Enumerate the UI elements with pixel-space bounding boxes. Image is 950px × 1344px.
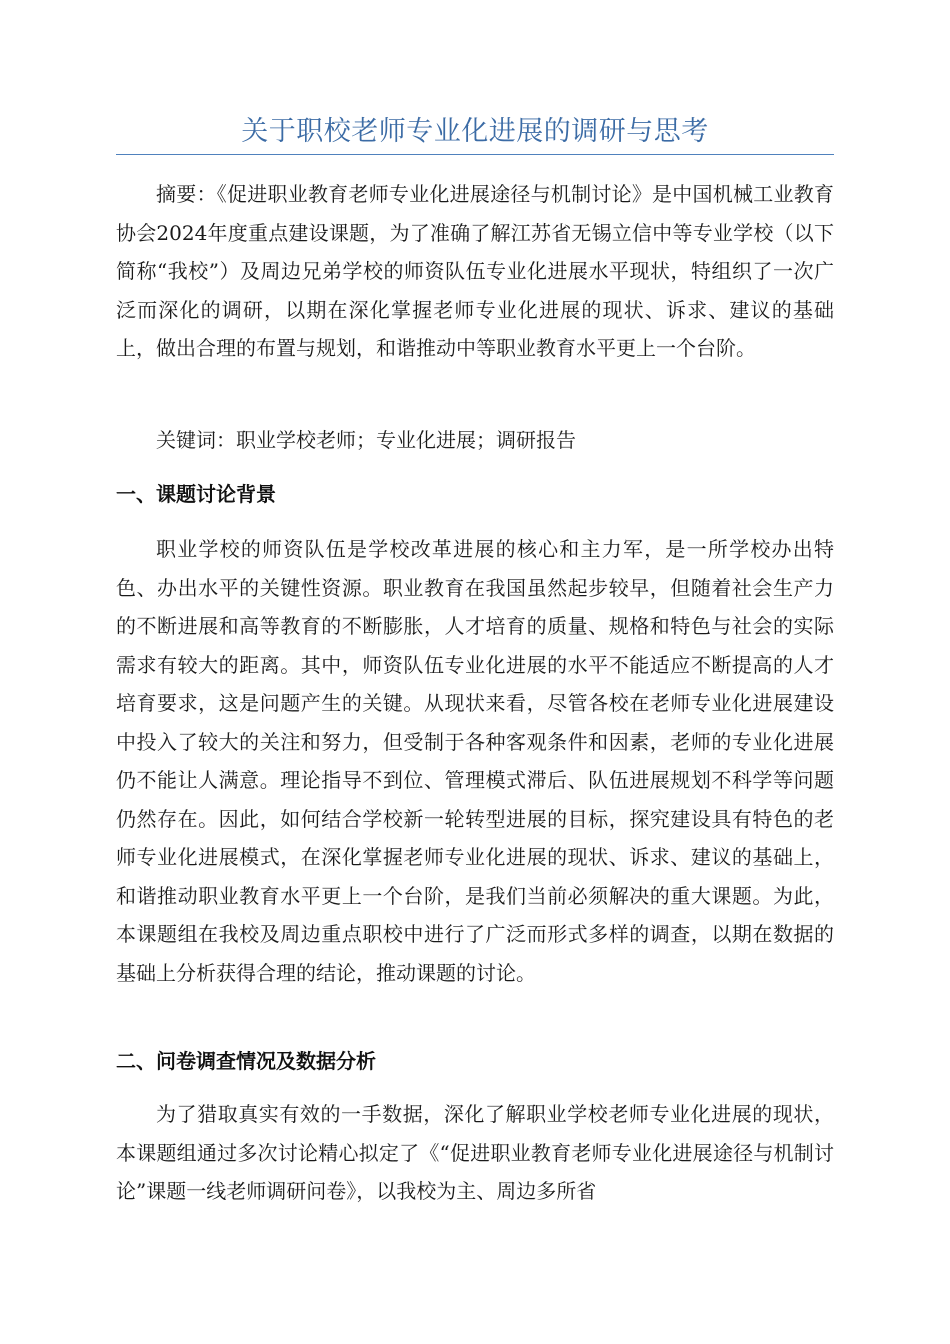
abstract-paragraph: 摘要：《促进职业教育老师专业化进展途径与机制讨论》是中国机械工业教育协会2024年度重点建设课题，为了准确了解江苏省无锡立信中等专业学校（以下简称“我校”）及周边兄弟学校的师资队伍专业化进展水平现状，特组织了一次广泛而深化的调研，以期在深化掌握老师专业化进展的现状、诉求、建议的基础上，做出合理的布置与规划，和谐推动中等职业教育水平更上一个台阶。 xyxy=(116,182,834,360)
document-title: 关于职校老师专业化进展的调研与思考 xyxy=(241,116,709,147)
survey-paragraph: 为了猎取真实有效的一手数据，深化了解职业学校老师专业化进展的现状，本课题组通过多次讨论精心拟定了《“促进职业教育老师专业化进展途径与机制讨论”课题一线老师调研问卷》，以我校为主、周边多所省 xyxy=(116,1102,834,1203)
background-paragraph: 职业学校的师资队伍是学校改革进展的核心和主力军，是一所学校办出特色、办出水平的关键性资源。职业教育在我国虽然起步较早，但随着社会生产力的不断进展和高等教育的不断膨胀，人才培育的质量、规格和特色与社会的实际需求有较大的距离。其中，师资队伍专业化进展的水平不能适应不断提高的人才培育要求，这是问题产生的关键。从现状来看，尽管各校在老师专业化进展建设中投入了较大的关注和努力，但受制于各种客观条件和因素，老师的专业化进展仍不能让人满意。理论指导不到位、管理模式滞后、队伍进展规划不科学等问题仍然存在。因此，如何结合学校新一轮转型进展的目标，探究建设具有特色的老师专业化进展模式，在深化掌握老师专业化进展的现状、诉求、建议的基础上，和谐推动职业教育水平更上一个台阶，是我们当前必须解决的重大课题。为此，本课题组在我校及周边重点职校中进行了广泛而形式多样的调查，以期在数据的基础上分析获得合理的结论，推动课题的讨论。 xyxy=(116,537,834,985)
section-heading-background: 一、课题讨论背景 xyxy=(116,482,276,506)
section-heading-survey: 二、问卷调查情况及数据分析 xyxy=(116,1049,376,1073)
keywords-line: 关键词：职业学校老师；专业化进展；调研报告 xyxy=(156,428,576,452)
title-underline xyxy=(116,154,834,155)
